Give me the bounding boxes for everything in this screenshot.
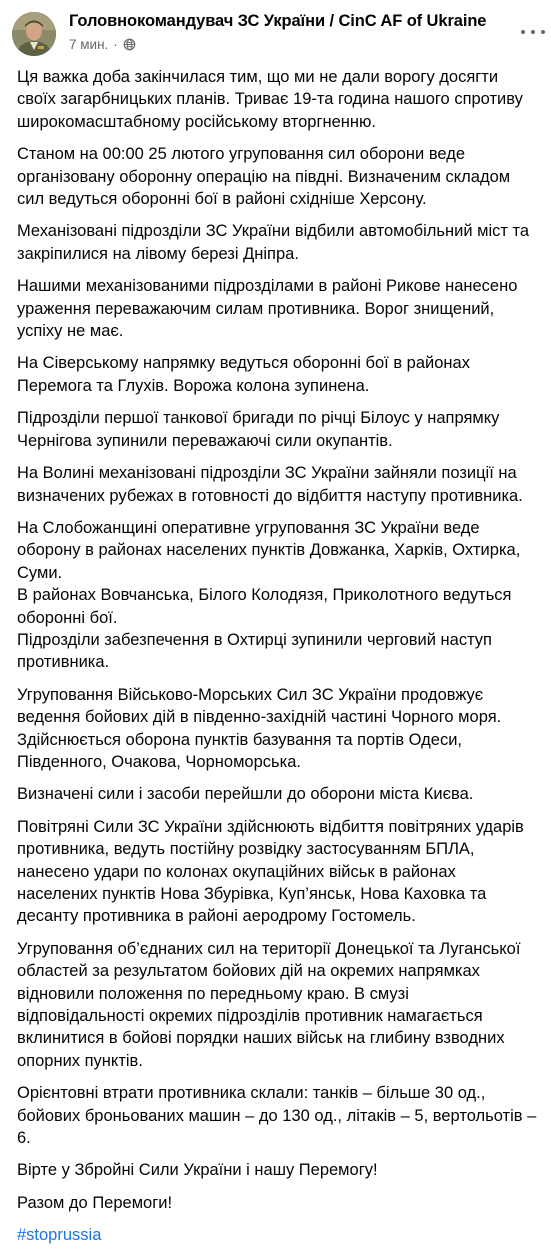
post-paragraph-10: Визначені сили і засоби перейшли до оборони міста Києва. xyxy=(17,785,474,804)
more-dot xyxy=(541,30,545,34)
post-paragraph-15: Разом до Перемоги! xyxy=(17,1193,173,1212)
more-dot xyxy=(531,30,535,34)
post-paragraph-5: На Сіверському напрямку ведуться оборонні бої в районах Перемога та Глухів. Ворожа колона зупинена. xyxy=(17,354,470,395)
post-paragraph-4: Нашими механізованими підрозділами в районі Рикове нанесено ураження переважаючим силам противника. Ворог знищений, успіху не має. xyxy=(17,277,518,341)
avatar-image xyxy=(12,12,56,56)
post-timestamp[interactable]: 7 мин. xyxy=(69,37,109,52)
post-paragraph-8: На Слобожанщині оперативне угруповання ЗС України веде оборону в районах населених пунктів Довжанка, Харків, Охтирка, Суми. В районах Вовчанська, Білого Колодязя, Приколотного ведуться оборонні бої. Підрозділи забезпечення в Охтирці зупинили черговий наступ противника. xyxy=(17,518,521,672)
post-hashtag-row xyxy=(17,1224,539,1246)
post-paragraph-6: Підрозділи першої танкової бригади по річці Білоус у напрямку Чернігова зупинили переважаючі сили окупантів. xyxy=(17,409,500,450)
post-body xyxy=(17,66,539,1257)
meta-separator: · xyxy=(113,37,118,52)
post-paragraph-13: Орієнтовні втрати противника склали: танків – більше 30 од., бойових броньованих машин – до 130 од., літаків – 5, вертольотів – 6. xyxy=(17,1084,537,1148)
globe-icon[interactable] xyxy=(123,38,136,51)
hashtag-link[interactable]: #stoprussia xyxy=(17,1226,102,1245)
post-paragraph-11: Повітряні Сили ЗС України здійснюють відбиття повітряних ударів противника, ведуть постійну розвідку застосуванням БПЛА, нанесено удари по колонах окупаційних військ в районах населених пунктів Нова Збурівка, Куп’янськ, Нова Каховка та десанту противника в районі аеродрому Гостомель. xyxy=(17,817,524,926)
post-paragraph-9: Угруповання Військово-Морських Сил ЗС України продовжує ведення бойових дій в південно-західній частині Чорного моря. Здійснюється оборона пунктів базування та портів Одеси, Південного, Очакова, Чорноморська. xyxy=(17,685,502,771)
post-paragraph-14: Вірте у Збройні Сили України і нашу Перемогу! xyxy=(17,1161,378,1180)
post-paragraph-1: Ця важка доба закінчилася тим, що ми не дали ворогу досягти своїх загарбницьких планів. Триває 19-та година нашого спротиву широкомасштабному російському вторгненню. xyxy=(17,68,523,131)
more-options-icon[interactable] xyxy=(521,22,545,42)
post-meta xyxy=(69,37,136,52)
post-header xyxy=(0,0,551,62)
author-name[interactable]: Головнокомандувач ЗС України / CinC AF of Ukraine xyxy=(69,12,487,30)
post-paragraph-7: На Волині механізовані підрозділи ЗС України зайняли позиції на визначених рубежах в готовності до відбиття наступу противника. xyxy=(17,464,523,505)
author-avatar[interactable] xyxy=(12,12,56,56)
more-dot xyxy=(521,30,525,34)
post-paragraph-3: Механізовані підрозділи ЗС України відбили автомобільний міст та закріпилися на лівому березі Дніпра. xyxy=(17,222,530,263)
post-paragraph-2: Станом на 00:00 25 лютого угруповання сил оборони веде організовану оборонну операцію на півдні. Визначеним складом сил ведуться оборонні бої в районі східніше Херсону. xyxy=(17,145,511,209)
post-paragraph-12: Угруповання об’єднаних сил на території Донецької та Луганської областей за результатом бойових дій на окремих напрямках відновили положення по передньому краю. В смузі відповідальності окремих підрозділів противник намагається вклинитися в бойові порядки наших військ на глибину взводних опорних пунктів. xyxy=(17,939,521,1070)
